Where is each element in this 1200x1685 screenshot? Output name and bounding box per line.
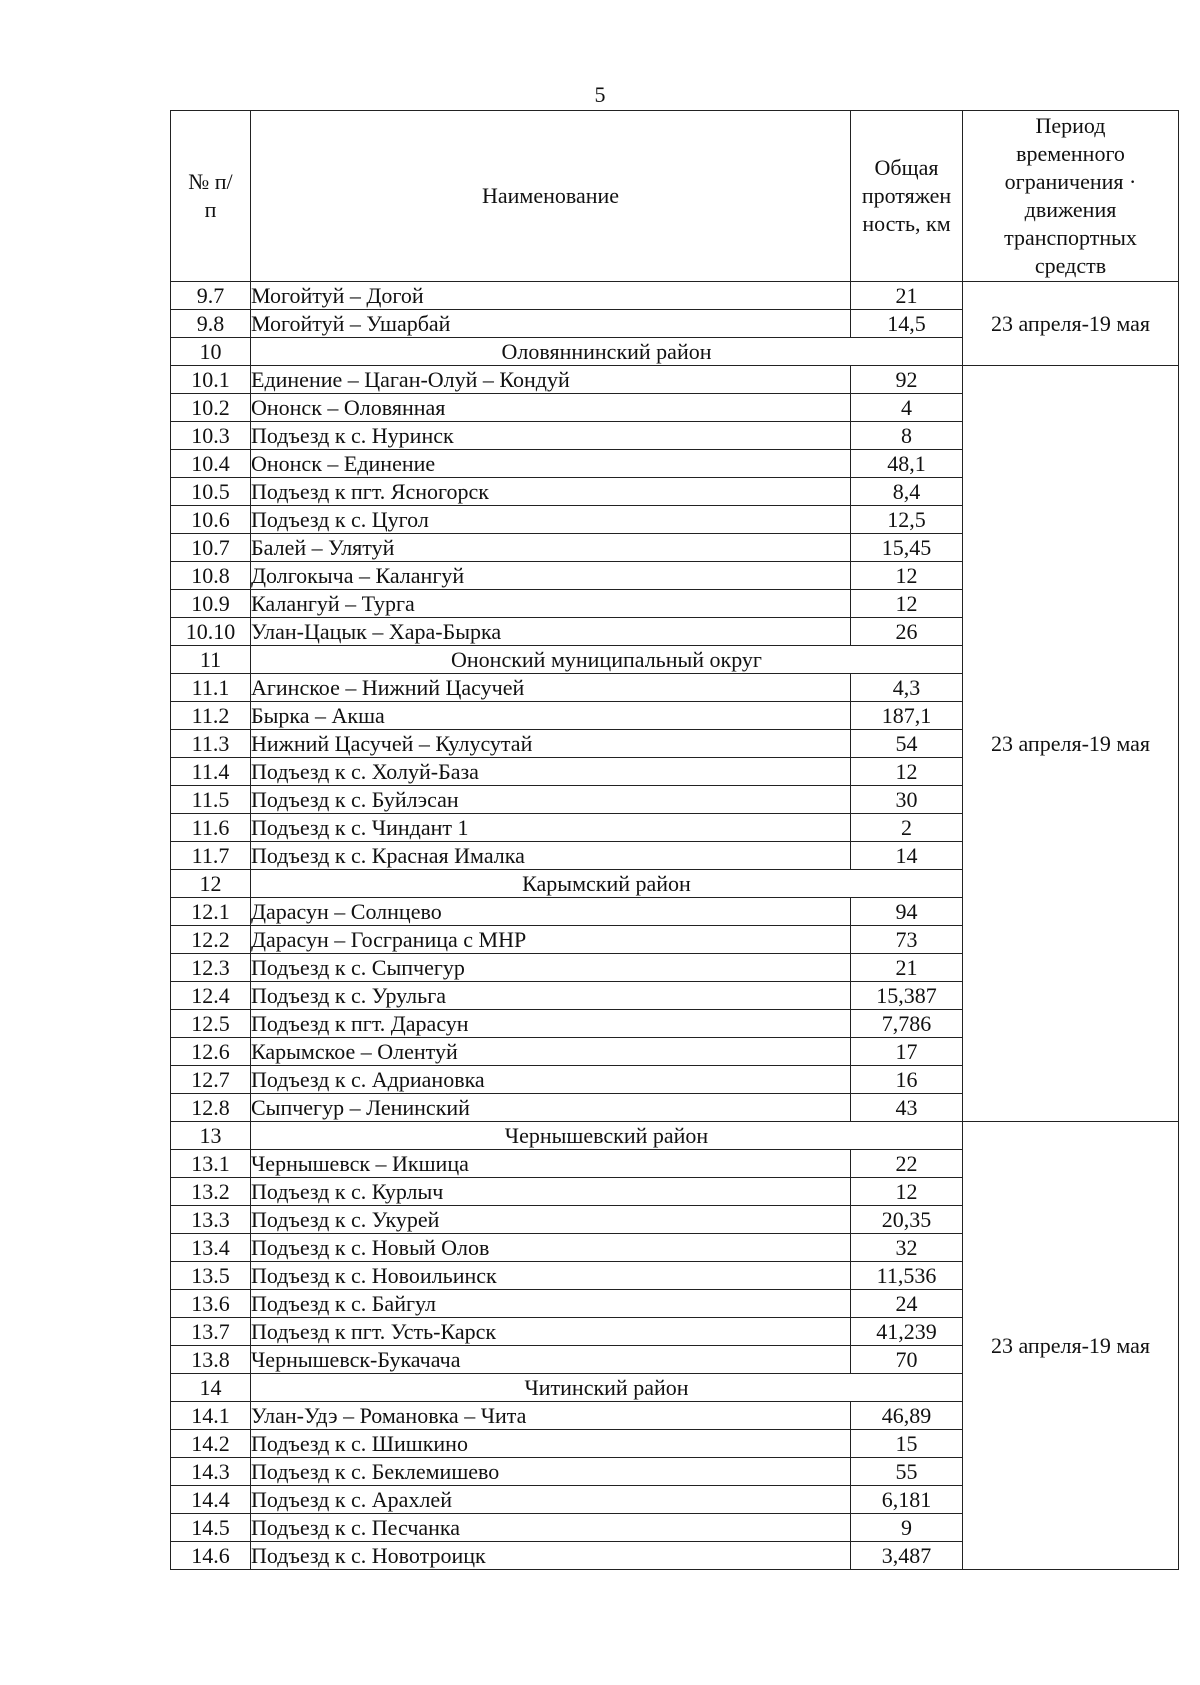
row-number: 13.8 (171, 1346, 251, 1374)
road-name: Улан-Цацык – Хара-Бырка (251, 618, 851, 646)
road-name: Агинское – Нижний Цасучей (251, 674, 851, 702)
restriction-period: 23 апреля-19 мая (963, 282, 1179, 366)
table-row (171, 366, 1179, 394)
row-number: 10 (171, 338, 251, 366)
road-length: 26 (851, 618, 963, 646)
road-name: Нижний Цасучей – Кулусутай (251, 730, 851, 758)
row-number: 14.4 (171, 1486, 251, 1514)
row-number: 11.2 (171, 702, 251, 730)
row-number: 13.1 (171, 1150, 251, 1178)
road-length: 73 (851, 926, 963, 954)
road-name: Подъезд к с. Цугол (251, 506, 851, 534)
road-name: Подъезд к с. Курлыч (251, 1178, 851, 1206)
road-length: 6,181 (851, 1486, 963, 1514)
header-length: Общая протяжен ность, км (851, 111, 963, 282)
road-length: 94 (851, 898, 963, 926)
row-number: 11 (171, 646, 251, 674)
road-name: Подъезд к пгт. Дарасун (251, 1010, 851, 1038)
road-length: 15,387 (851, 982, 963, 1010)
row-number: 11.4 (171, 758, 251, 786)
road-name: Подъезд к пгт. Усть-Карск (251, 1318, 851, 1346)
row-number: 10.7 (171, 534, 251, 562)
row-number: 10.5 (171, 478, 251, 506)
row-number: 14.5 (171, 1514, 251, 1542)
road-name: Подъезд к с. Байгул (251, 1290, 851, 1318)
road-name: Подъезд к с. Новый Олов (251, 1234, 851, 1262)
road-name: Калангуй – Турга (251, 590, 851, 618)
road-length: 22 (851, 1150, 963, 1178)
road-name: Подъезд к с. Чиндант 1 (251, 814, 851, 842)
road-restrictions-table (170, 110, 1179, 1570)
row-number: 11.7 (171, 842, 251, 870)
row-number: 9.8 (171, 310, 251, 338)
road-length: 15,45 (851, 534, 963, 562)
row-number: 10.9 (171, 590, 251, 618)
table-header-row (171, 111, 1179, 282)
road-length: 48,1 (851, 450, 963, 478)
road-length: 4 (851, 394, 963, 422)
road-length: 12 (851, 758, 963, 786)
road-length: 187,1 (851, 702, 963, 730)
row-number: 14.3 (171, 1458, 251, 1486)
road-name: Могойтуй – Догой (251, 282, 851, 310)
section-title: Чернышевский район (251, 1122, 963, 1150)
road-length: 12,5 (851, 506, 963, 534)
road-length: 41,239 (851, 1318, 963, 1346)
row-number: 12.6 (171, 1038, 251, 1066)
road-length: 43 (851, 1094, 963, 1122)
row-number: 14.1 (171, 1402, 251, 1430)
road-length: 70 (851, 1346, 963, 1374)
section-title: Карымский район (251, 870, 963, 898)
row-number: 14.2 (171, 1430, 251, 1458)
restriction-period: 23 апреля-19 мая (963, 1122, 1179, 1570)
road-length: 55 (851, 1458, 963, 1486)
road-length: 24 (851, 1290, 963, 1318)
road-name: Дарасун – Госграница с МНР (251, 926, 851, 954)
row-number: 9.7 (171, 282, 251, 310)
road-name: Улан-Удэ – Романовка – Чита (251, 1402, 851, 1430)
row-number: 12.1 (171, 898, 251, 926)
road-name: Подъезд к с. Песчанка (251, 1514, 851, 1542)
road-length: 3,487 (851, 1542, 963, 1570)
road-length: 12 (851, 1178, 963, 1206)
row-number: 12.4 (171, 982, 251, 1010)
road-name: Подъезд к с. Красная Ималка (251, 842, 851, 870)
road-name: Единение – Цаган-Олуй – Кондуй (251, 366, 851, 394)
road-name: Могойтуй – Ушарбай (251, 310, 851, 338)
road-length: 30 (851, 786, 963, 814)
row-number: 12 (171, 870, 251, 898)
row-number: 10.2 (171, 394, 251, 422)
road-length: 9 (851, 1514, 963, 1542)
section-title: Оловяннинский район (251, 338, 963, 366)
header-num: № п/п (171, 111, 251, 282)
row-number: 10.6 (171, 506, 251, 534)
row-number: 14.6 (171, 1542, 251, 1570)
road-name: Подъезд к пгт. Ясногорск (251, 478, 851, 506)
road-length: 4,3 (851, 674, 963, 702)
row-number: 10.3 (171, 422, 251, 450)
section-title: Читинский район (251, 1374, 963, 1402)
road-name: Ононск – Единение (251, 450, 851, 478)
road-name: Подъезд к с. Холуй-База (251, 758, 851, 786)
road-name: Дарасун – Солнцево (251, 898, 851, 926)
row-number: 11.3 (171, 730, 251, 758)
road-name: Подъезд к с. Новотроицк (251, 1542, 851, 1570)
road-length: 21 (851, 282, 963, 310)
table-body (171, 282, 1179, 1570)
road-length: 7,786 (851, 1010, 963, 1038)
road-length: 2 (851, 814, 963, 842)
road-length: 16 (851, 1066, 963, 1094)
road-length: 54 (851, 730, 963, 758)
header-name: Наименование (251, 111, 851, 282)
section-title: Ононский муниципальный округ (251, 646, 963, 674)
row-number: 10.10 (171, 618, 251, 646)
table-row (171, 282, 1179, 310)
road-length: 11,536 (851, 1262, 963, 1290)
header-period: Период временного ограничения · движения транспортных средств (963, 111, 1179, 282)
row-number: 12.7 (171, 1066, 251, 1094)
row-number: 13.7 (171, 1318, 251, 1346)
road-length: 12 (851, 562, 963, 590)
road-length: 12 (851, 590, 963, 618)
road-length: 46,89 (851, 1402, 963, 1430)
row-number: 12.3 (171, 954, 251, 982)
row-number: 11.5 (171, 786, 251, 814)
road-name: Карымское – Олентуй (251, 1038, 851, 1066)
road-name: Подъезд к с. Адриановка (251, 1066, 851, 1094)
row-number: 14 (171, 1374, 251, 1402)
road-name: Подъезд к с. Арахлей (251, 1486, 851, 1514)
row-number: 12.5 (171, 1010, 251, 1038)
row-number: 13.2 (171, 1178, 251, 1206)
road-length: 92 (851, 366, 963, 394)
road-length: 21 (851, 954, 963, 982)
road-name: Ононск – Оловянная (251, 394, 851, 422)
road-length: 14 (851, 842, 963, 870)
road-name: Подъезд к с. Нуринск (251, 422, 851, 450)
page-number: 5 (594, 82, 606, 107)
road-name: Подъезд к с. Шишкино (251, 1430, 851, 1458)
road-name: Подъезд к с. Буйлэсан (251, 786, 851, 814)
road-length: 15 (851, 1430, 963, 1458)
section-row (171, 1122, 1179, 1150)
row-number: 11.6 (171, 814, 251, 842)
row-number: 12.8 (171, 1094, 251, 1122)
road-name: Подъезд к с. Сыпчегур (251, 954, 851, 982)
road-length: 32 (851, 1234, 963, 1262)
road-length: 14,5 (851, 310, 963, 338)
road-name: Подъезд к с. Беклемишево (251, 1458, 851, 1486)
row-number: 13.4 (171, 1234, 251, 1262)
road-name: Подъезд к с. Новоильинск (251, 1262, 851, 1290)
road-name: Подъезд к с. Укурей (251, 1206, 851, 1234)
road-name: Сыпчегур – Ленинский (251, 1094, 851, 1122)
road-length: 8 (851, 422, 963, 450)
row-number: 11.1 (171, 674, 251, 702)
road-name: Долгокыча – Калангуй (251, 562, 851, 590)
row-number: 13 (171, 1122, 251, 1150)
row-number: 12.2 (171, 926, 251, 954)
row-number: 13.6 (171, 1290, 251, 1318)
road-name: Чернышевск-Букачача (251, 1346, 851, 1374)
row-number: 10.4 (171, 450, 251, 478)
row-number: 10.8 (171, 562, 251, 590)
row-number: 10.1 (171, 366, 251, 394)
road-name: Подъезд к с. Урульга (251, 982, 851, 1010)
row-number: 13.5 (171, 1262, 251, 1290)
road-length: 20,35 (851, 1206, 963, 1234)
road-length: 8,4 (851, 478, 963, 506)
road-name: Балей – Улятуй (251, 534, 851, 562)
row-number: 13.3 (171, 1206, 251, 1234)
restriction-period: 23 апреля-19 мая (963, 366, 1179, 1122)
road-name: Бырка – Акша (251, 702, 851, 730)
road-name: Чернышевск – Икшица (251, 1150, 851, 1178)
road-length: 17 (851, 1038, 963, 1066)
